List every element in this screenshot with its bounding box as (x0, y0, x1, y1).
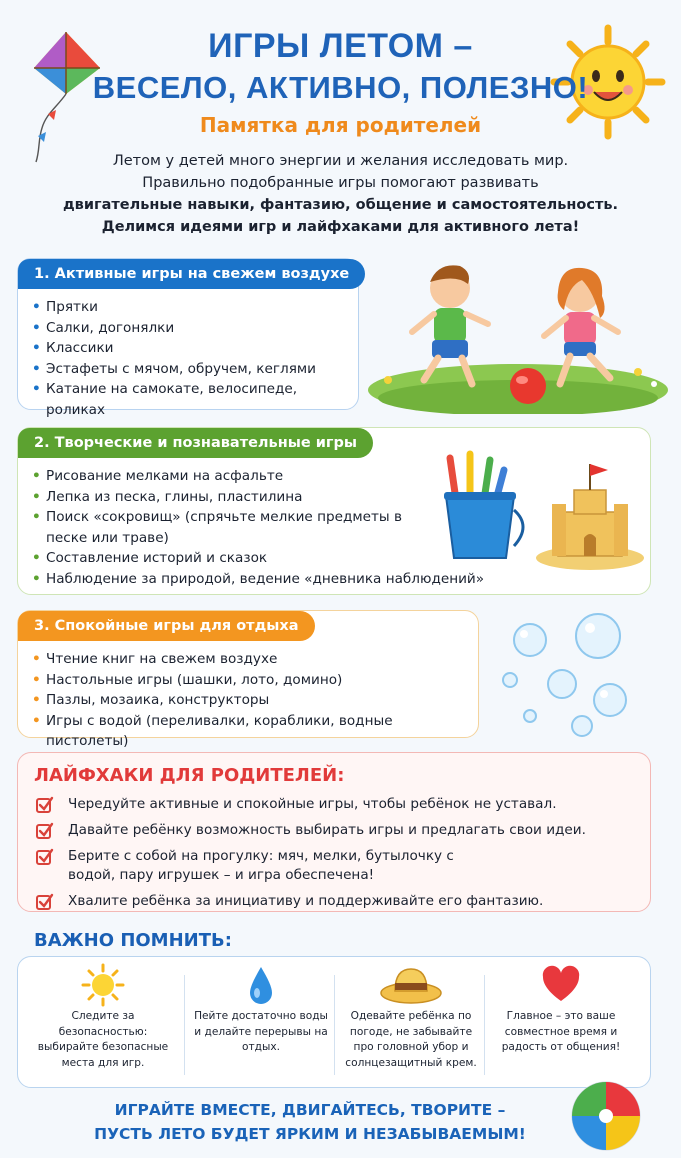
intro-line: Летом у детей много энергии и желания исследовать мир. (112, 153, 569, 169)
list-item: • Катание на самокате, велосипеде, роликах (32, 379, 346, 420)
tip-text: Берите с собой на прогулку: мяч, мелки, бутылочку с водой, пару игрушек – и игра обеспечена! (68, 848, 454, 883)
important-text: Одевайте ребёнка по погоде, не забывайте про головной убор и солнцезащитный крем. (345, 1010, 477, 1069)
kids-playing-illustration (368, 252, 668, 414)
checkbox-icon (36, 848, 54, 866)
intro-line: Делимся идеями игр и лайфхаками для активного лета! (101, 219, 580, 235)
page-title-line1: ИГРЫ ЛЕТОМ – (208, 27, 473, 65)
list-item: • Салки, догонялки (32, 318, 346, 339)
footer-line1: ИГРАЙТЕ ВМЕСТЕ, ДВИГАЙТЕСЬ, ТВОРИТЕ – (114, 1101, 506, 1119)
heart-icon (539, 963, 583, 1007)
sun-icon (81, 963, 125, 1007)
divider (334, 975, 335, 1075)
parent-tips-box (17, 752, 651, 912)
list-item: • Составление историй и сказок (32, 548, 440, 569)
important-item (486, 957, 636, 1089)
tip-text: Давайте ребёнку возможность выбирать игры и предлагать свои идеи. (68, 822, 586, 838)
section-title: 2. Творческие и познавательные игры (18, 428, 373, 458)
tip-text: Хвалите ребёнка за инициативу и поддерживайте его фантазию. (68, 893, 544, 909)
tip-item (36, 821, 640, 840)
section-title: 1. Активные игры на свежем воздухе (18, 259, 365, 289)
checkbox-icon (36, 893, 54, 911)
intro-line: Правильно подобранные игры помогают развивать (142, 175, 539, 191)
important-item (186, 957, 336, 1089)
list-item: • Эстафеты с мячом, обручем, кеглями (32, 359, 346, 380)
checkbox-icon (36, 822, 54, 840)
important-item (28, 957, 178, 1089)
section-list (32, 297, 346, 420)
tips-title: ЛАЙФХАКИ ДЛЯ РОДИТЕЛЕЙ: (34, 765, 345, 786)
page-title-line2: ВЕСЕЛО, АКТИВНО, ПОЛЕЗНО! (92, 70, 589, 105)
section-active-games (17, 258, 359, 418)
intro-line: двигательные навыки, фантазию, общение и самостоятельность. (62, 197, 619, 213)
important-text: Пейте достаточно воды и делайте перерывы на отдых. (194, 1010, 328, 1053)
list-item: • Прятки (32, 297, 346, 318)
list-item: • Рисование мелками на асфальте (32, 466, 440, 487)
important-title: ВАЖНО ПОМНИТЬ: (34, 930, 232, 951)
important-text: Следите за безопасностью: выбирайте безопасные места для игр. (37, 1010, 169, 1069)
section-title: 3. Спокойные игры для отдыха (18, 611, 315, 641)
tips-list (36, 795, 640, 918)
list-item: • Игры с водой (переливалки, кораблики, водные пистолеты) (32, 711, 466, 752)
page-subtitle: Памятка для родителей (199, 113, 482, 137)
important-item (336, 957, 486, 1089)
tip-item (36, 892, 640, 911)
divider (184, 975, 185, 1075)
list-item: • Чтение книг на свежем воздухе (32, 649, 466, 670)
list-item: • Настольные игры (шашки, лото, домино) (32, 670, 466, 691)
tip-text: Чередуйте активные и спокойные игры, чтобы ребёнок не уставал. (68, 796, 557, 812)
intro-text (60, 150, 621, 238)
list-item: • Классики (32, 338, 346, 359)
bucket-sandcastle-illustration (440, 450, 645, 570)
divider (484, 975, 485, 1075)
footer-line2: ПУСТЬ ЛЕТО БУДЕТ ЯРКИМ И НЕЗАБЫВАЕМЫМ! (94, 1125, 526, 1143)
list-item: • Наблюдение за природой, ведение «дневника наблюдений» (32, 569, 650, 590)
list-item: • Лепка из песка, глины, пластилина (32, 487, 440, 508)
checkbox-icon (36, 796, 54, 814)
tip-item (36, 795, 640, 814)
soap-bubbles-illustration (500, 610, 650, 740)
list-item: • Поиск «сокровищ» (спрячьте мелкие предметы в песке или траве) (32, 507, 440, 548)
section-list (32, 649, 466, 752)
section-calm-games (17, 610, 479, 749)
water-drop-icon (244, 963, 278, 1007)
important-box (17, 956, 651, 1088)
sun-hat-icon (379, 963, 443, 1007)
list-item: • Пазлы, мозаика, конструкторы (32, 690, 466, 711)
tip-item (36, 847, 640, 885)
section-list (32, 466, 485, 589)
important-text: Главное – это ваше совместное время и радость от общения! (501, 1010, 621, 1053)
